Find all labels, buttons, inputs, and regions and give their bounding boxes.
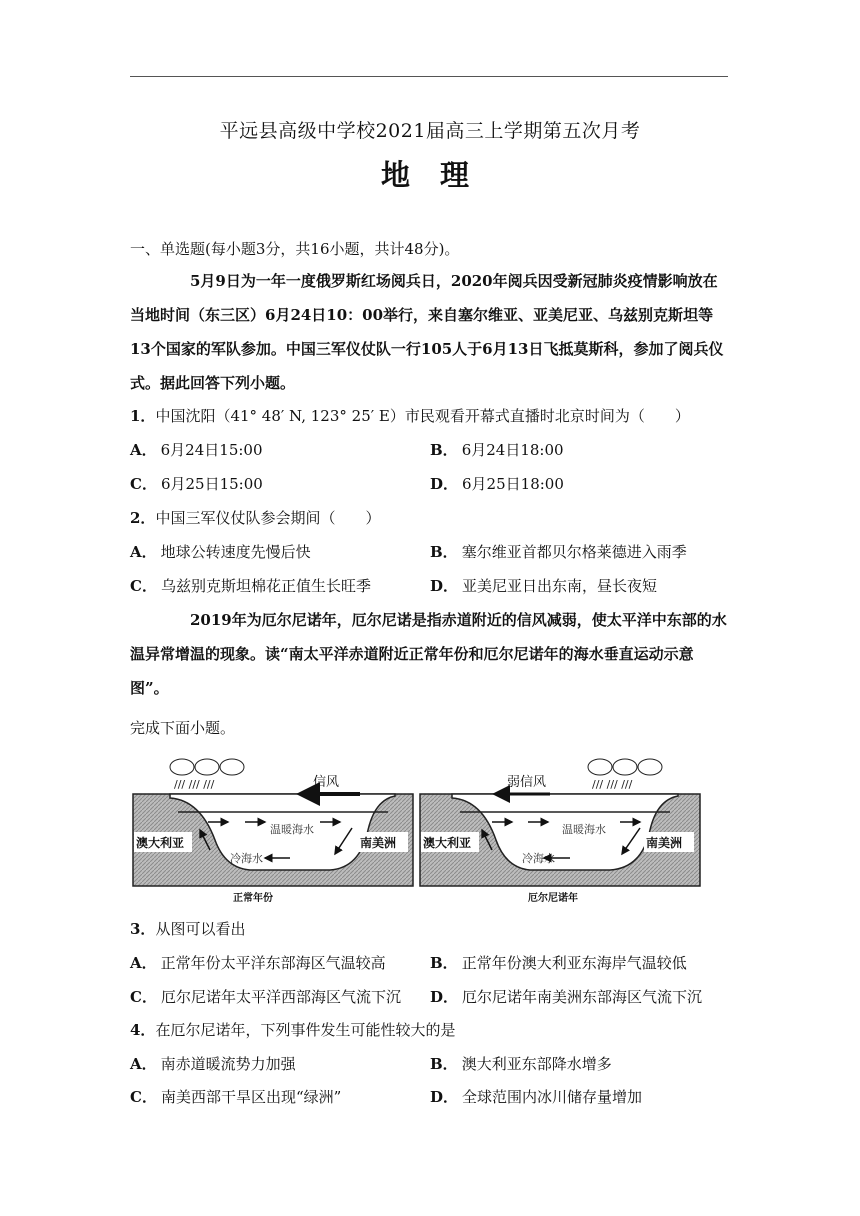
wind-label: 信风 (313, 775, 340, 790)
q3-option-b[interactable] (430, 952, 687, 973)
q2-option-d[interactable] (430, 575, 657, 596)
q1-option-c[interactable] (130, 473, 263, 494)
option-text: 全球范围内冰川储存量增加 (462, 1088, 643, 1106)
option-text: 正常年份澳大利亚东海岸气温较低 (461, 954, 687, 972)
q4-option-c[interactable] (130, 1086, 341, 1107)
option-text: 厄尔尼诺年太平洋西部海区气流下沉 (160, 988, 401, 1006)
option-letter: D． (430, 577, 459, 595)
question-number: 2． (130, 509, 156, 527)
option-letter: A． (130, 1055, 157, 1073)
option-text: 正常年份太平洋东部海区气温较高 (160, 954, 386, 972)
passage1-line-3: 13个国家的军队参加。中国三军仪仗队一行105人于6月13日飞抵莫斯科，参加了阅兵仪 (130, 340, 724, 358)
option-letter: B． (430, 954, 458, 972)
option-text: 6月25日18:00 (462, 475, 564, 493)
q3-option-d[interactable] (430, 986, 702, 1007)
option-letter: C． (130, 1088, 157, 1106)
option-letter: A． (130, 954, 157, 972)
question-stem: 在厄尔尼诺年，下列事件发生可能性较大的是 (155, 1021, 456, 1039)
q1-option-b[interactable] (430, 439, 564, 460)
passage2-follow: 完成下面小题。 (130, 719, 236, 737)
warm-water-label: 温暖海水 (270, 823, 314, 836)
q3-option-c[interactable] (130, 986, 401, 1007)
question-3 (130, 918, 245, 939)
cold-water-label: 冷海水 (230, 852, 263, 865)
option-text: 澳大利亚东部降水增多 (461, 1055, 612, 1073)
svg-text:/// /// ///: /// /// /// (174, 778, 215, 791)
q1-option-d[interactable] (430, 473, 564, 494)
option-letter: D． (430, 1088, 459, 1106)
option-text: 塞尔维亚首都贝尔格莱德进入雨季 (461, 543, 687, 561)
question-number: 1． (130, 407, 156, 425)
option-text: 6月24日15:00 (160, 441, 263, 459)
option-text: 亚美尼亚日出东南，昼长夜短 (462, 577, 658, 595)
q2-option-b[interactable] (430, 541, 687, 562)
option-text: 地球公转速度先慢后快 (160, 543, 311, 561)
q4-option-b[interactable] (430, 1053, 612, 1074)
el-nino-year-panel (420, 759, 700, 904)
question-stem: 从图可以看出 (155, 920, 246, 938)
header-rule (130, 76, 728, 77)
option-letter: B． (430, 441, 458, 459)
warm-water-label: 温暖海水 (562, 823, 606, 836)
question-number: 3． (130, 920, 156, 938)
passage1-line-2: 当地时间（东三区）6月24日10：00举行，来自塞尔维亚、亚美尼亚、乌兹别克斯坦等 (130, 306, 714, 324)
rain-cloud-icon (588, 759, 662, 791)
el-nino-diagram (130, 750, 728, 906)
option-text: 6月25日15:00 (160, 475, 263, 493)
option-letter: D． (430, 475, 459, 493)
option-letter: A． (130, 441, 157, 459)
passage2-line-1: 2019年为厄尔尼诺年，厄尔尼诺是指赤道附近的信风减弱，使太平洋中东部的水 (190, 611, 727, 629)
panel-caption: 厄尔尼诺年 (528, 893, 578, 904)
option-text: 南赤道暖流势力加强 (160, 1055, 296, 1073)
q4-option-d[interactable] (430, 1086, 642, 1107)
svg-text:/// /// ///: /// /// /// (592, 778, 633, 791)
passage1-line-1: 5月9日为一年一度俄罗斯红场阅兵日，2020年阅兵因受新冠肺炎疫情影响放在 (190, 272, 718, 290)
q2-option-a[interactable] (130, 541, 311, 562)
option-letter: D． (430, 988, 459, 1006)
q2-option-c[interactable] (130, 575, 371, 596)
exam-title: 平远县高级中学校2021届高三上学期第五次月考 (219, 120, 641, 142)
option-text: 6月24日18:00 (461, 441, 564, 459)
option-letter: B． (430, 1055, 458, 1073)
question-1 (130, 405, 690, 426)
option-letter: C． (130, 475, 157, 493)
passage2-line-3: 图”。 (130, 679, 169, 697)
south-america-label: 南美洲 (646, 836, 683, 850)
australia-label: 澳大利亚 (136, 836, 185, 850)
subject-title: 地 理 (380, 158, 480, 192)
option-letter: B． (430, 543, 458, 561)
wind-label: 弱信风 (507, 775, 547, 790)
option-text: 厄尔尼诺年南美洲东部海区气流下沉 (462, 988, 703, 1006)
option-text: 乌兹别克斯坦棉花正值生长旺季 (160, 577, 371, 595)
panel-caption: 正常年份 (233, 893, 273, 904)
passage2-line-2: 温异常增温的现象。读“南太平洋赤道附近正常年份和厄尔尼诺年的海水垂直运动示意 (130, 645, 694, 663)
australia-label: 澳大利亚 (423, 836, 472, 850)
q1-option-a[interactable] (130, 439, 263, 460)
question-stem: 中国沈阳（41° 48′ N, 123° 25′ E）市民观看开幕式直播时北京时间为（ ） (155, 407, 690, 425)
normal-year-panel (133, 759, 413, 904)
q3-option-a[interactable] (130, 952, 386, 973)
option-letter: C． (130, 988, 157, 1006)
option-text: 南美西部干旱区出现“绿洲” (160, 1088, 342, 1106)
question-2 (130, 507, 380, 528)
q4-option-a[interactable] (130, 1053, 296, 1074)
question-number: 4． (130, 1021, 156, 1039)
option-letter: A． (130, 543, 157, 561)
cold-water-label: 冷海水 (522, 852, 555, 865)
option-letter: C． (130, 577, 157, 595)
rain-cloud-icon (170, 759, 244, 791)
question-4 (130, 1019, 455, 1040)
question-stem: 中国三军仪仗队参会期间（ ） (155, 509, 381, 527)
section-heading: 一、单选题(每小题3分，共16小题，共计48分)。 (130, 240, 460, 258)
passage1-line-4: 式。据此回答下列小题。 (130, 374, 296, 392)
south-america-label: 南美洲 (360, 836, 397, 850)
